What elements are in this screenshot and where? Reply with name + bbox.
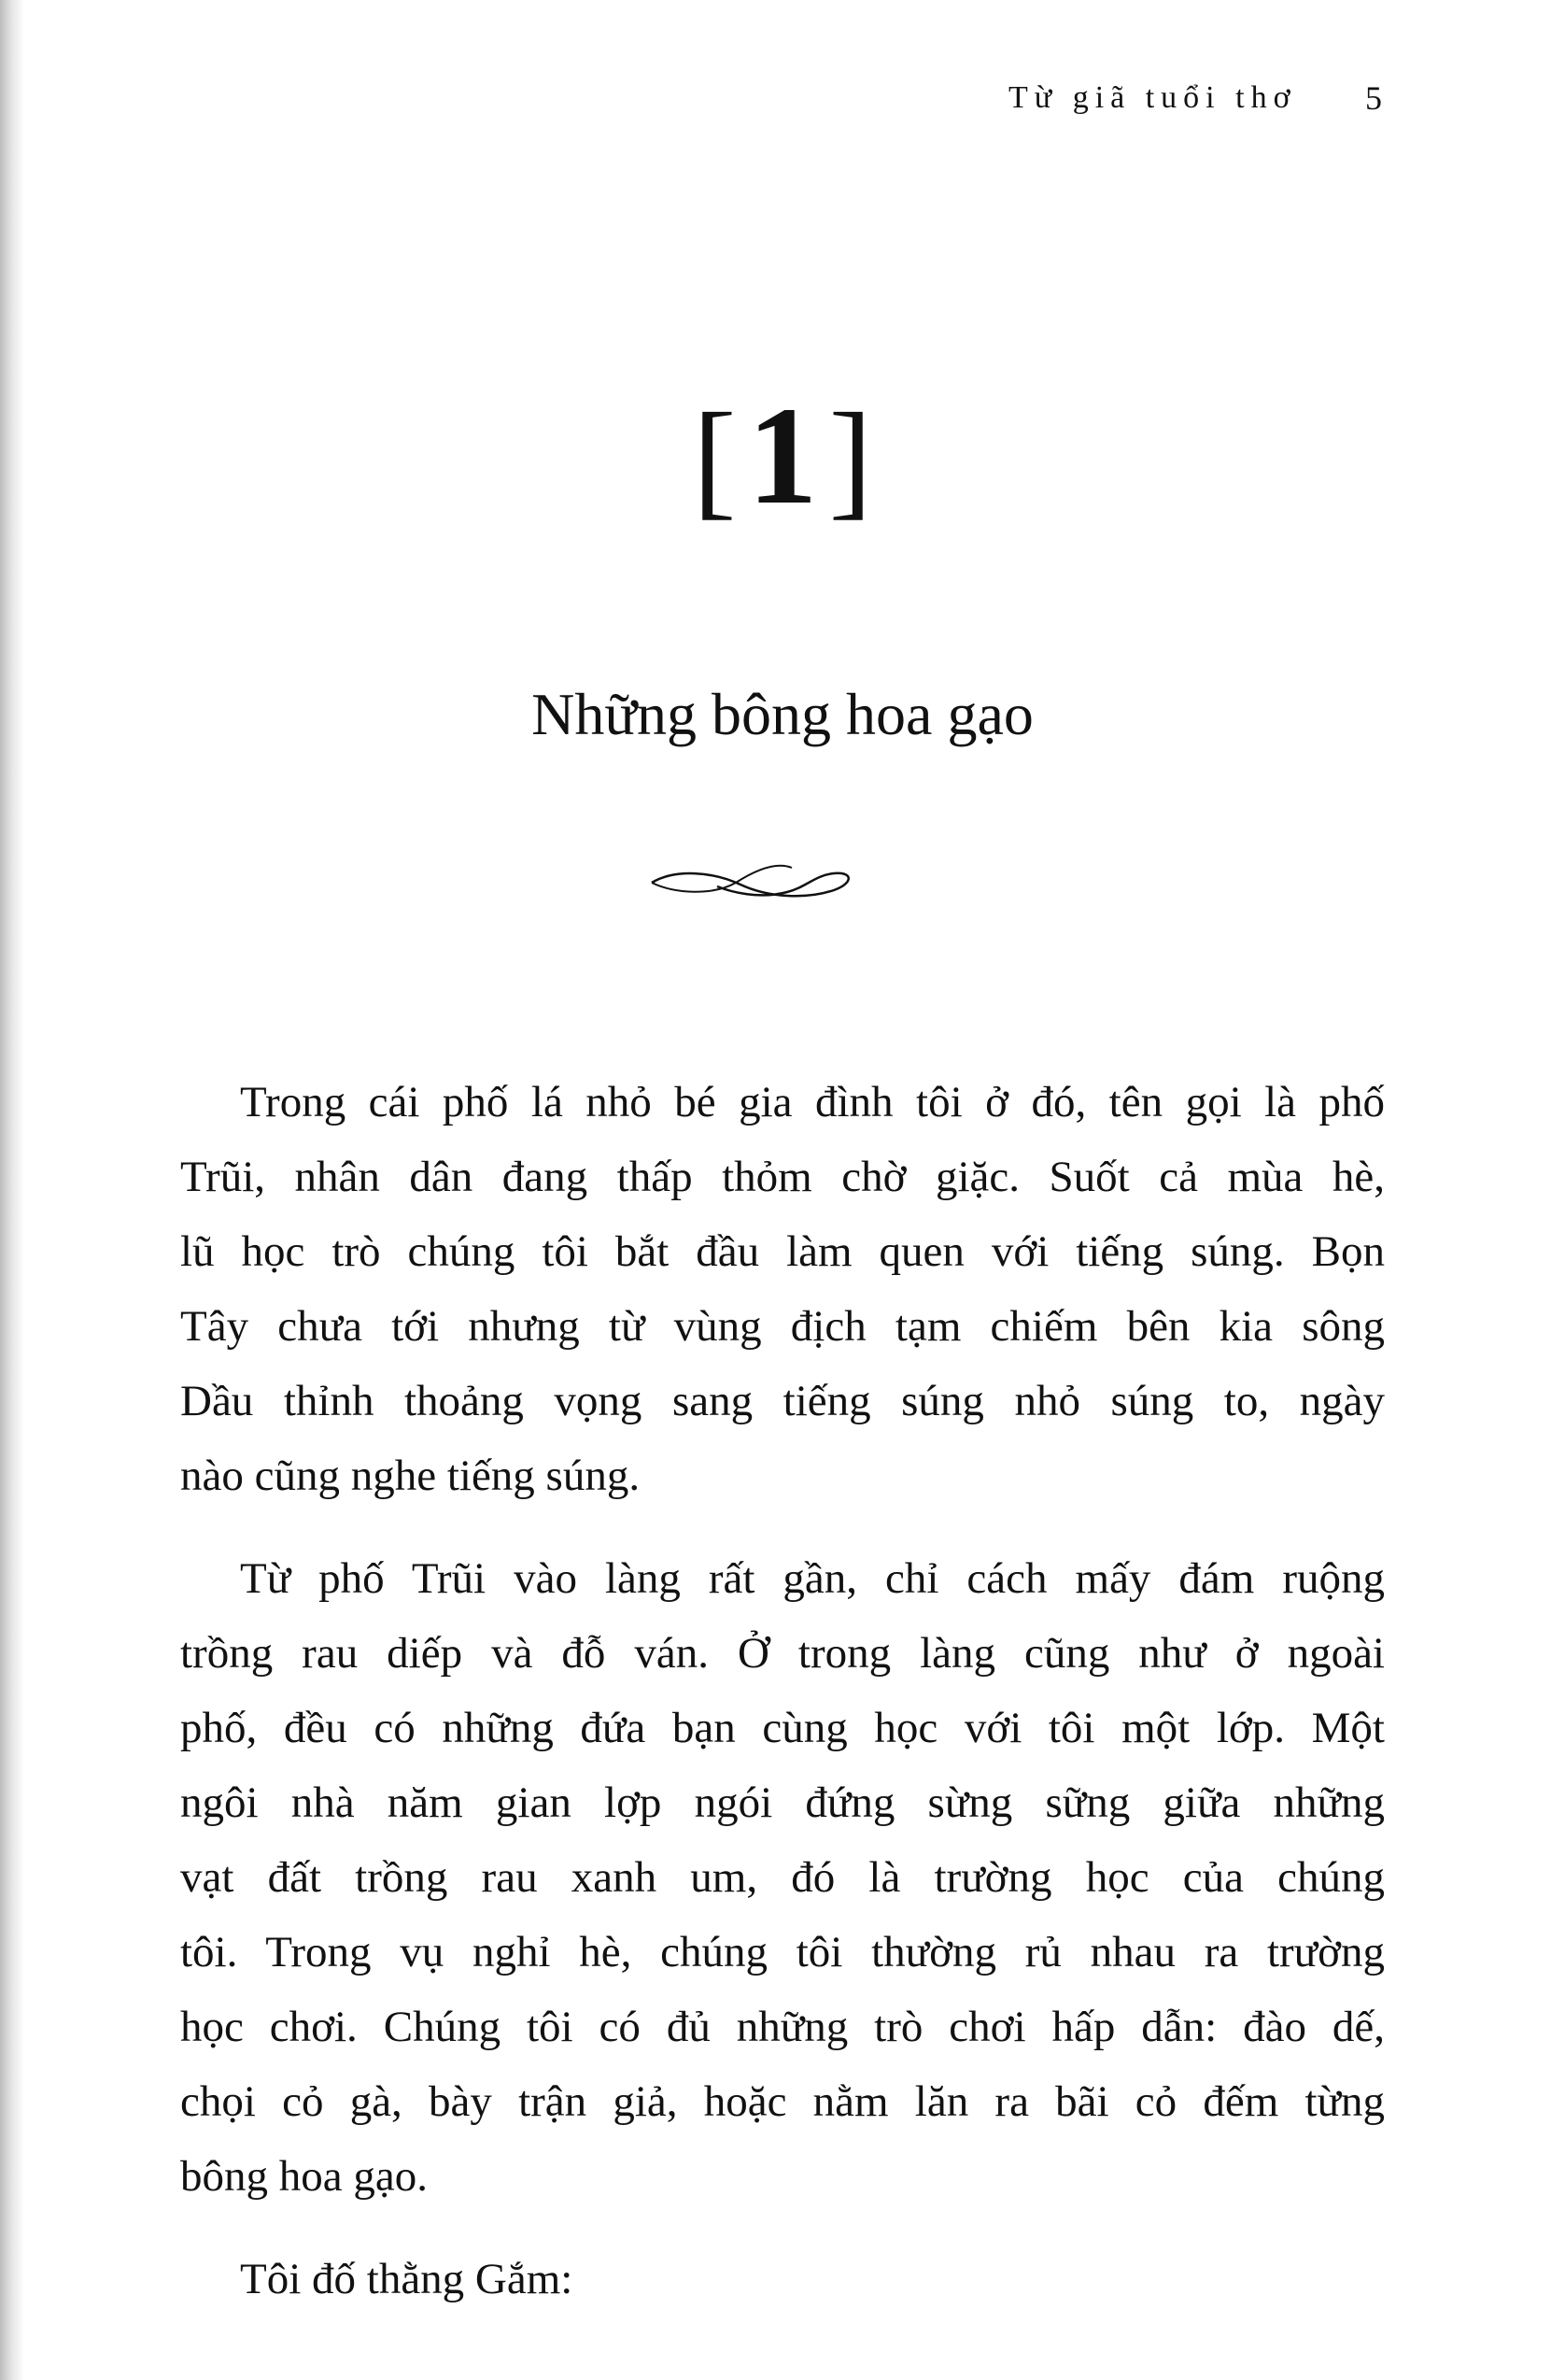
open-bracket: [ — [692, 387, 737, 531]
text-line: trồng rau diếp và đỗ ván. Ở trong làng cũng như ở ngoài — [180, 1629, 1385, 1678]
scan-edge-shadow — [0, 0, 24, 2380]
text-line: phố, đều có những đứa bạn cùng học với tôi một lớp. Một — [180, 1704, 1385, 1752]
close-bracket: ] — [828, 387, 873, 531]
text-line: bông hoa gạo. — [180, 2152, 428, 2201]
flourish-ornament-icon — [647, 855, 862, 911]
text-line: ngôi nhà năm gian lợp ngói đứng sừng sững giữa những — [180, 1778, 1385, 1827]
text-line: Trũi, nhân dân đang thấp thỏm chờ giặc. Suốt cả mùa hè, — [180, 1153, 1385, 1201]
text-line: vạt đất trồng rau xanh um, đó là trường học của chúng — [180, 1853, 1385, 1902]
text-line: nào cũng nghe tiếng súng. — [180, 1452, 641, 1500]
body-text — [180, 1065, 1385, 2316]
text-line: Trong cái phố lá nhỏ bé gia đình tôi ở đó, tên gọi là phố — [240, 1078, 1385, 1126]
text-line: Từ phố Trũi vào làng rất gần, chỉ cách mấy đám ruộng — [240, 1554, 1385, 1603]
text-line: Dầu thỉnh thoảng vọng sang tiếng súng nhỏ súng to, ngày — [180, 1377, 1385, 1425]
page-number: 5 — [1365, 79, 1382, 117]
chapter-number — [0, 372, 1565, 544]
chapter-number-value: 1 — [747, 378, 818, 533]
text-line: học chơi. Chúng tôi có đủ những trò chơi hấp dẫn: đào dế, — [180, 2003, 1385, 2051]
running-header-title: Từ giã tuổi thơ — [1008, 80, 1297, 115]
paragraph — [180, 1541, 1385, 2214]
text-line: lũ học trò chúng tôi bắt đầu làm quen với tiếng súng. Bọn — [180, 1227, 1385, 1276]
chapter-title: Những bông hoa gạo — [531, 681, 1034, 747]
text-line: Tây chưa tới nhưng từ vùng địch tạm chiếm bên kia sông — [180, 1302, 1385, 1351]
text-line: chọi cỏ gà, bày trận giả, hoặc nằm lăn ra bãi cỏ đếm từng — [180, 2077, 1385, 2126]
text-line: tôi. Trong vụ nghỉ hè, chúng tôi thường rủ nhau ra trường — [180, 1928, 1385, 1976]
text-line: Tôi đố thằng Gắm: — [240, 2255, 573, 2303]
paragraph — [180, 1065, 1385, 1513]
paragraph — [180, 2242, 1385, 2316]
